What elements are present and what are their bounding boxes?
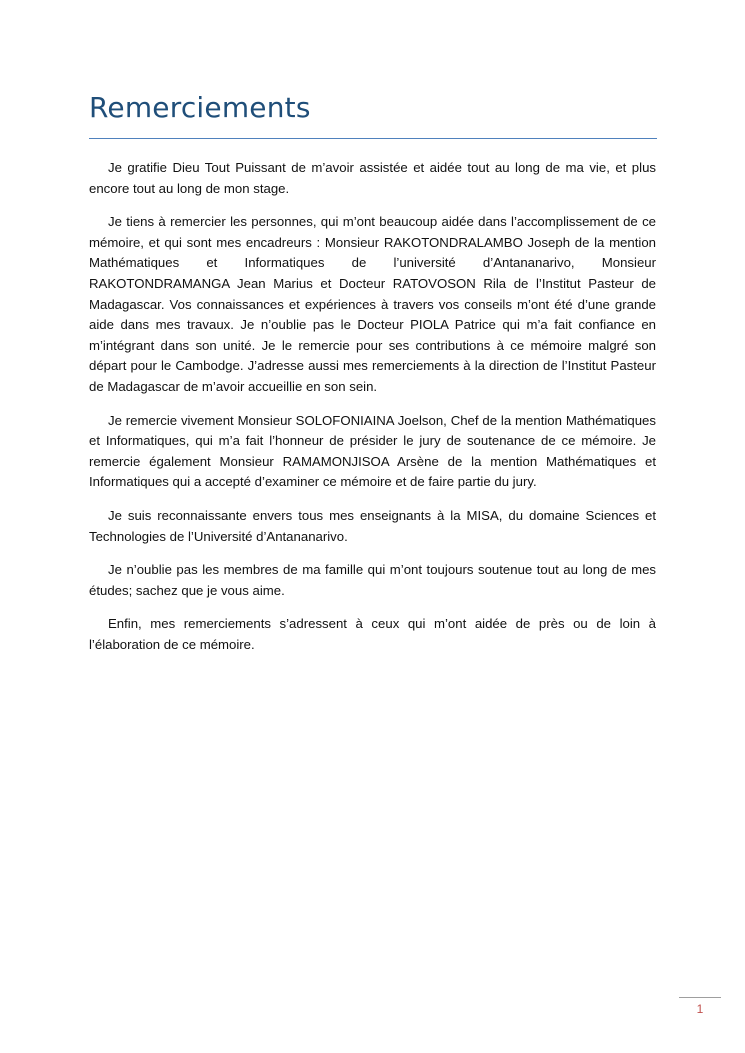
paragraph-gratitude-god: Je gratifie Dieu Tout Puissant de m’avoir assistée et aidée tout au long de ma vie, et plus encore tout au long de mon stage.	[89, 160, 656, 196]
paragraph-teachers: Je suis reconnaissante envers tous mes enseignants à la MISA, du domaine Sciences et Technologies de l’Université d’Antananarivo.	[89, 507, 656, 544]
footer-divider	[679, 997, 721, 998]
paragraph-closing: Enfin, mes remerciements s’adressent à ceux qui m’ont aidée de près ou de loin à l’élaboration de ce mémoire.	[89, 616, 656, 652]
page-number: 1	[696, 1002, 704, 1016]
paragraph-family: Je n’oublie pas les membres de ma famille qui m’ont toujours soutenue tout au long de mes études; sachez que je vous aime.	[89, 562, 656, 598]
heading-divider	[89, 138, 657, 139]
paragraph-jury: Je remercie vivement Monsieur SOLOFONIAINA Joelson, Chef de la mention Mathématiques et Informatiques, qui m’a fait l’honneur de présider le jury de soutenance de ce mémoire. Je remercie également Monsieur RAMAMONJISOA Arsène de la mention Mathématiques et Informatiques qui a accepté d’examiner ce mémoire et de faire partie du jury.	[89, 412, 656, 490]
acknowledgements-body	[89, 158, 656, 668]
page-title: Remerciements	[89, 91, 311, 124]
paragraph-supervisors: Je tiens à remercier les personnes, qui m’ont beaucoup aidée dans l’accomplissement de ce mémoire, et qui sont mes encadreurs : Monsieur RAKOTONDRALAMBO Joseph de la mention Mathématiques et Informatiques de l’université d’Antananarivo, Monsieur RAKOTONDRAMANGA Jean Marius et Docteur RATOVOSON Rila de l’Institut Pasteur de Madagascar. Vos connaissances et expériences à travers vos conseils m’ont été d’une grande aide dans mes travaux. Je n’oublie pas le Docteur PIOLA Patrice qui m’a fait confiance en m’intégrant dans son unité. Je le remercie pour ses contributions à ce mémoire malgré son départ pour le Cambodge. J’adresse aussi mes remerciements à la direction de l’Institut Pasteur de Madagascar de m’avoir accueillie en son sein.	[89, 214, 656, 394]
